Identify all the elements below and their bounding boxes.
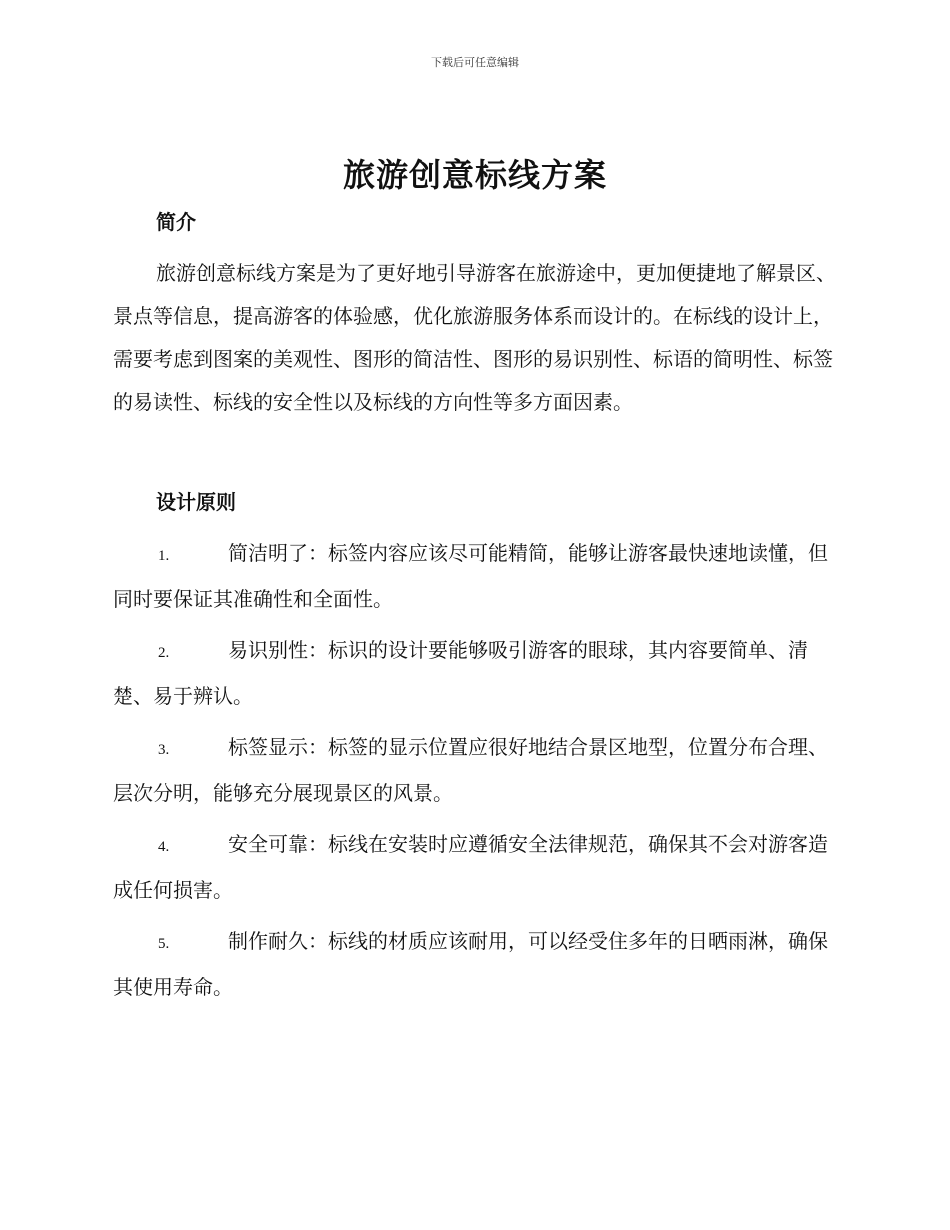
principle-text: 安全可靠：标线在安装时应遵循安全法律规范，确保其不会对游客造成任何损害。 bbox=[113, 832, 828, 902]
list-number: 3. bbox=[158, 742, 170, 758]
section-heading-intro: 简介 bbox=[156, 210, 196, 234]
intro-paragraph: 旅游创意标线方案是为了更好地引导游客在旅游途中，更加便捷地了解景区、景点等信息，提高游客的体验感，优化旅游服务体系而设计的。在标线的设计上，需要考虑到图案的美观性、图形的简洁性、图形的易识别性、标语的简明性、标签的易读性、标线的安全性以及标线的方向性等多方面因素。 bbox=[113, 261, 836, 414]
principle-text: 标签显示：标签的显示位置应很好地结合景区地型，位置分布合理、层次分明，能够充分展现景区的风景。 bbox=[113, 735, 828, 805]
principle-text: 制作耐久：标线的材质应该耐用，可以经受住多年的日晒雨淋，确保其使用寿命。 bbox=[113, 929, 828, 999]
principle-item bbox=[113, 920, 837, 1009]
section-heading-principles: 设计原则 bbox=[156, 490, 236, 514]
list-number: 4. bbox=[158, 839, 170, 855]
principle-item bbox=[113, 823, 837, 912]
list-number: 2. bbox=[158, 645, 170, 661]
principle-item bbox=[113, 629, 837, 718]
list-number: 1. bbox=[158, 548, 170, 564]
principle-item bbox=[113, 726, 837, 815]
principle-text: 简洁明了：标签内容应该尽可能精简，能够让游客最快速地读懂，但同时要保证其准确性和全面性。 bbox=[113, 541, 828, 611]
principle-text: 易识别性：标识的设计要能够吸引游客的眼球，其内容要简单、清楚、易于辨认。 bbox=[113, 638, 808, 708]
page-header: 下载后可任意编辑 bbox=[431, 56, 519, 69]
document-title: 旅游创意标线方案 bbox=[342, 156, 607, 194]
principle-item bbox=[113, 532, 837, 621]
list-number: 5. bbox=[158, 936, 170, 952]
